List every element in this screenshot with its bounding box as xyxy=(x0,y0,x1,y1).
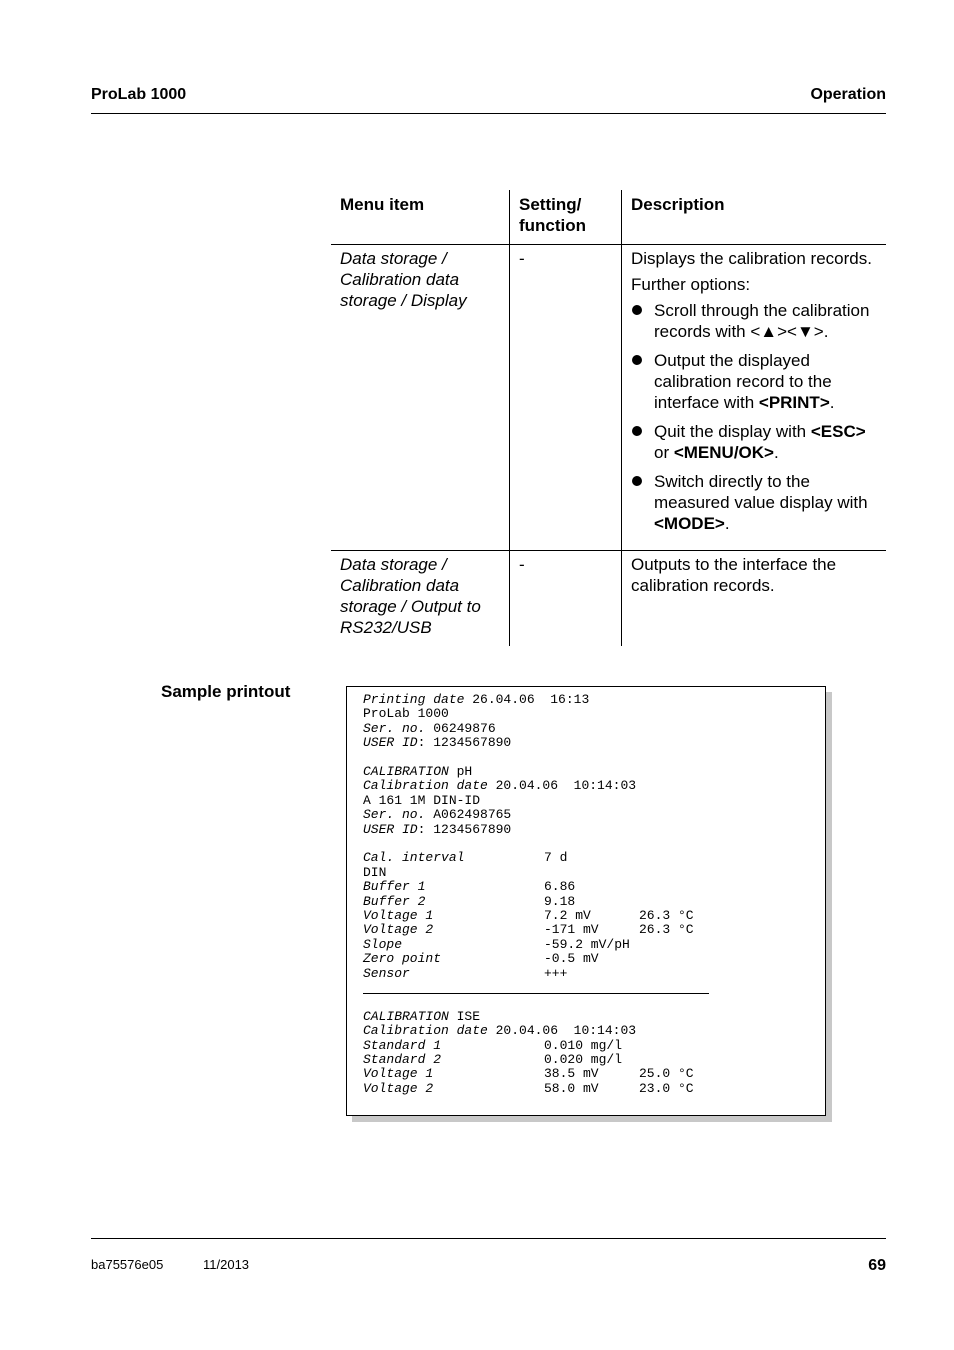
col-setting xyxy=(510,190,622,245)
printout-key: Buffer 2 xyxy=(363,893,426,909)
printout-line xyxy=(363,922,694,938)
description-subhead: Further options: xyxy=(631,275,751,294)
printout-line xyxy=(363,693,589,707)
option-text: Switch directly to the measured value display with xyxy=(654,472,868,512)
option-text-end: . xyxy=(773,443,779,462)
printout-unit-value: 26.3 °C xyxy=(639,908,694,923)
printout-value: 20.04.06 10:14:03 xyxy=(487,778,637,794)
option-text-end: . xyxy=(829,393,835,412)
key-print: <PRINT> xyxy=(758,393,830,412)
printout-value: 38.5 mV xyxy=(544,1066,599,1082)
printout-line xyxy=(363,808,511,822)
printout-value: : 1234567890 xyxy=(417,735,512,751)
menu-table xyxy=(331,190,886,646)
printout-key: USER ID xyxy=(363,821,418,837)
printout-line xyxy=(363,1066,694,1082)
bullet-icon xyxy=(632,476,642,486)
printout-value: 7.2 mV xyxy=(544,908,591,923)
printout-line xyxy=(363,707,449,721)
printout-value: 20.04.06 10:14:03 xyxy=(487,1023,637,1039)
printout-unit-value: 26.3 °C xyxy=(639,922,694,938)
sample-printout-label: Sample printout xyxy=(161,682,291,701)
printout-line xyxy=(363,765,472,779)
printout-key: Calibration date xyxy=(363,778,488,794)
printout-line xyxy=(363,879,576,895)
col-setting-label: Setting/ function xyxy=(519,195,587,235)
col-description: Description xyxy=(622,190,887,245)
footer-rule xyxy=(91,1238,886,1239)
option-text-end: . xyxy=(724,514,730,533)
printout-value: 26.04.06 16:13 xyxy=(464,692,590,707)
printout-line xyxy=(363,823,511,837)
printout-value: ISE xyxy=(448,1008,481,1024)
printout-value: : 1234567890 xyxy=(417,821,512,837)
list-item xyxy=(631,350,878,413)
printout-value: ProLab 1000 xyxy=(363,706,449,722)
printout-line xyxy=(363,893,576,909)
printout-key: CALIBRATION xyxy=(363,1008,449,1024)
printout-key: Standard 1 xyxy=(363,1037,442,1053)
printout-key: Voltage 2 xyxy=(363,1080,434,1096)
printout-value: -59.2 mV/pH xyxy=(544,936,630,952)
printout-line xyxy=(363,850,568,866)
printout-key: Printing date xyxy=(363,692,465,707)
printout-unit-value: 23.0 °C xyxy=(639,1080,694,1096)
printout-line xyxy=(363,1080,694,1096)
table-row xyxy=(331,551,886,647)
page-number: 69 xyxy=(868,1257,886,1274)
menu-item-cell: Data storage / Calibration data storage / Display xyxy=(331,245,510,551)
setting-cell: - xyxy=(510,551,622,647)
printout-line xyxy=(363,794,480,808)
printout-unit-value: 25.0 °C xyxy=(639,1066,694,1082)
bullet-icon xyxy=(632,305,642,315)
list-item xyxy=(631,300,878,342)
printout-value: -0.5 mV xyxy=(544,951,599,967)
option-text-mid: or xyxy=(654,443,674,462)
printout-value: 06249876 xyxy=(425,720,496,736)
printout-key: Slope xyxy=(363,936,403,952)
printout-line xyxy=(363,1010,480,1024)
printout-line xyxy=(363,722,496,736)
printout-key: Standard 2 xyxy=(363,1052,442,1067)
printout-value: 6.86 xyxy=(544,879,576,895)
printout-line xyxy=(363,936,630,952)
printout-value: pH xyxy=(448,764,473,779)
document-code: ba75576e05 xyxy=(91,1257,164,1272)
running-header-section: Operation xyxy=(810,86,886,103)
printout-key: CALIBRATION xyxy=(363,764,449,779)
printout-key: USER ID xyxy=(363,735,418,751)
sample-printout-box xyxy=(346,686,826,1116)
printout-key: Sensor xyxy=(363,965,410,981)
key-mode: <MODE> xyxy=(654,514,725,533)
printout-value: -171 mV xyxy=(544,922,599,938)
key-esc: <ESC> xyxy=(810,422,866,441)
option-text: Output the displayed calibration record to the interface with xyxy=(654,351,832,412)
table-row xyxy=(331,245,886,551)
printout-value: 0.020 mg/l xyxy=(544,1052,623,1067)
printout-value: A 161 1M DIN-ID xyxy=(363,792,481,808)
printout-line xyxy=(363,736,511,750)
printout-separator xyxy=(363,993,709,994)
printout-key: Voltage 1 xyxy=(363,908,434,923)
description-cell: Outputs to the interface the calibration records. xyxy=(622,551,887,647)
printout-key: Voltage 2 xyxy=(363,922,434,938)
printout-key: Buffer 1 xyxy=(363,879,426,895)
printout-line xyxy=(363,1037,623,1053)
printout-value: DIN xyxy=(363,864,387,880)
printout-value: 58.0 mV xyxy=(544,1080,599,1096)
bullet-icon xyxy=(632,355,642,365)
list-item xyxy=(631,471,878,534)
printout-key: Calibration date xyxy=(363,1023,488,1039)
printout-line xyxy=(363,1052,623,1067)
list-item xyxy=(631,421,878,463)
description-intro: Displays the calibration records. xyxy=(631,249,872,268)
printout-value: A062498765 xyxy=(425,807,512,823)
setting-cell: - xyxy=(510,245,622,551)
printout-key: Voltage 1 xyxy=(363,1066,434,1082)
printout-line xyxy=(363,908,694,923)
printout-line xyxy=(363,866,386,880)
printout-value: +++ xyxy=(544,965,568,981)
printout-line xyxy=(363,951,599,967)
option-text: Quit the display with xyxy=(654,422,811,441)
col-menu-item: Menu item xyxy=(340,195,425,214)
printout-key: Cal. interval xyxy=(363,850,465,866)
printout-line xyxy=(363,1024,636,1038)
printout-line xyxy=(363,965,568,981)
options-list xyxy=(631,300,878,534)
printout-value: 9.18 xyxy=(544,893,576,909)
header-rule xyxy=(91,113,886,114)
printout-key: Ser. no. xyxy=(363,720,426,736)
running-header-title: ProLab 1000 xyxy=(91,86,187,103)
document-date: 11/2013 xyxy=(203,1257,250,1272)
option-text: Scroll through the calibration records with <▲><▼>. xyxy=(654,301,870,341)
printout-line xyxy=(363,779,636,793)
printout-key: Zero point xyxy=(363,951,442,967)
printout-value: 0.010 mg/l xyxy=(544,1037,623,1053)
printout-key: Ser. no. xyxy=(363,807,426,823)
menu-item-cell: Data storage / Calibration data storage / Output to RS232/USB xyxy=(331,551,510,647)
key-menu-ok: <MENU/OK> xyxy=(673,443,774,462)
table-header-row xyxy=(331,190,886,245)
bullet-icon xyxy=(632,426,642,436)
printout-value: 7 d xyxy=(544,850,568,866)
description-cell xyxy=(622,245,887,551)
